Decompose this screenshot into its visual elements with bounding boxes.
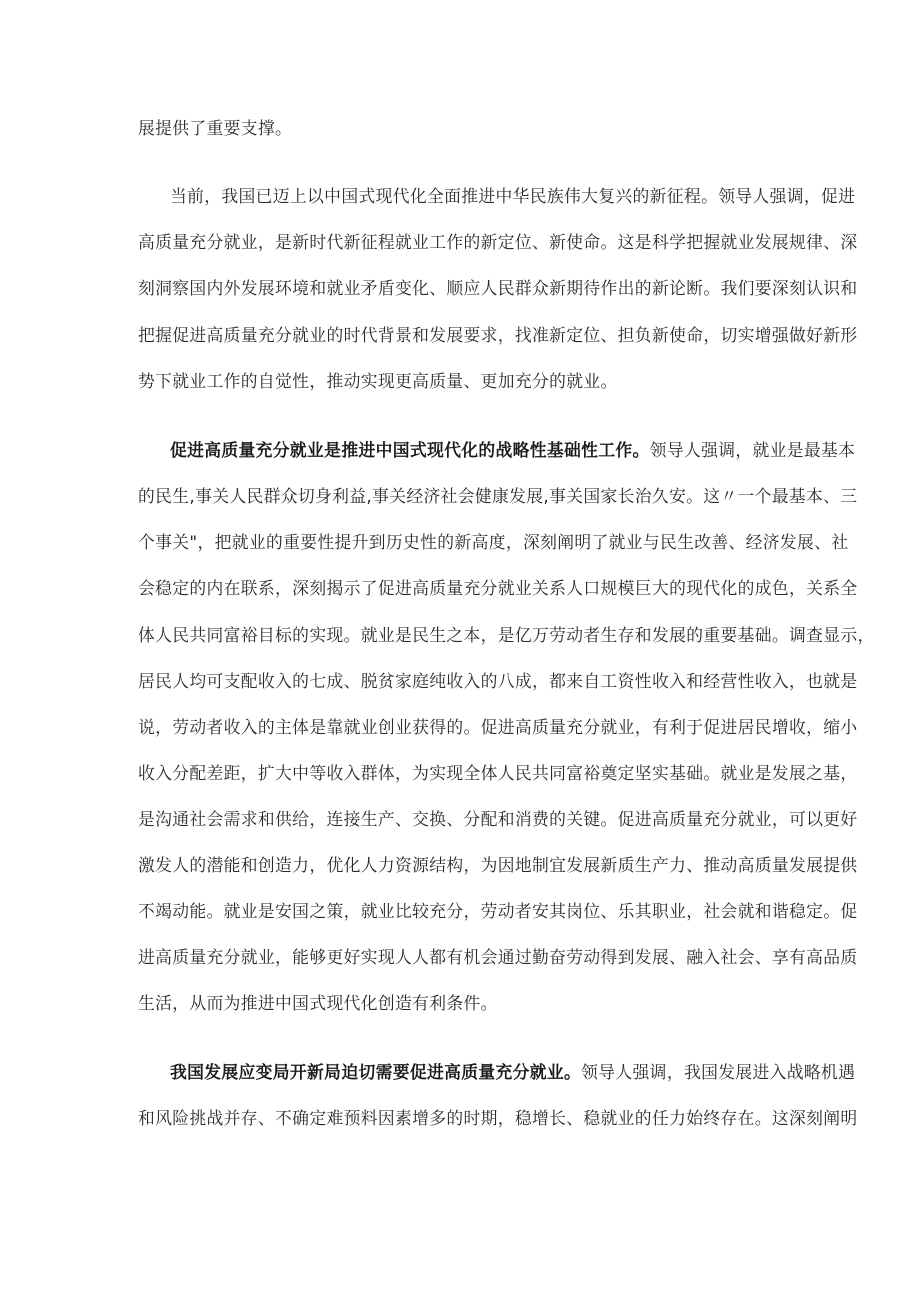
text-span: 领导人强调，就业是最基本 <box>649 440 856 460</box>
text-line: 个事关"，把就业的重要性提升到历史性的新高度，深刻阐明了就业与民生改善、经济发展、社 <box>138 532 849 552</box>
text-line: 把握促进高质量充分就业的时代背景和发展要求，找准新定位、担负新使命，切实增强做好新形 <box>138 325 858 345</box>
text-line: 高质量充分就业，是新时代新征程就业工作的新定位、新使命。这是科学把握就业发展规律、深 <box>138 232 858 252</box>
text-line: 的民生,事关人民群众切身利益,事关经济社会健康发展,事关国家长治久安。这〃一个最基本、三 <box>138 486 858 506</box>
text-line: 展提供了重要支撑。 <box>138 118 293 138</box>
paragraph-lead-sentence: 促进高质量充分就业是推进中国式现代化的战略性基础性工作。 <box>170 440 650 460</box>
text-line: 激发人的潜能和创造力，优化人力资源结构，为因地制宜发展新质生产力、推动高质量发展提供 <box>138 855 858 875</box>
text-line: 会稳定的内在联系，深刻揭示了促进高质量充分就业关系人口规模巨大的现代化的成色，关系全 <box>138 578 858 598</box>
text-line: 说，劳动者收入的主体是靠就业创业获得的。促进高质量充分就业，有利于促进居民增收，缩小 <box>138 717 858 737</box>
text-line: 刻洞察国内外发展环境和就业矛盾变化、顺应人民群众新期待作出的新论断。我们要深刻认识和 <box>138 278 858 298</box>
text-line: 是沟通社会需求和供给，连接生产、交换、分配和消费的关键。促进高质量充分就业，可以更好 <box>138 809 858 829</box>
text-line: 居民人均可支配收入的七成、脱贫家庭纯收入的八成，都来自工资性收入和经营性收入，也就是 <box>138 671 858 691</box>
text-line: 不竭动能。就业是安国之策，就业比较充分，劳动者安其岗位、乐其职业，社会就和谐稳定。促 <box>138 901 858 921</box>
text-line: 和风险挑战并存、不确定难预料因素增多的时期，稳增长、稳就业的任力始终存在。这深刻阐明 <box>138 1108 858 1128</box>
text-line: 当前，我国已迈上以中国式现代化全面推进中华民族伟大复兴的新征程。领导人强调，促进 <box>170 186 856 206</box>
text-line: 生活，从而为推进中国式现代化创造有利条件。 <box>138 993 498 1013</box>
text-line: 收入分配差距，扩大中等收入群体，为实现全体人民共同富裕奠定坚实基础。就业是发展之基， <box>138 763 858 783</box>
text-line <box>170 1059 856 1085</box>
text-line: 体人民共同富裕目标的实现。就业是民生之本，是亿万劳动者生存和发展的重要基础。调查显示， <box>138 625 875 645</box>
text-line: 势下就业工作的自觉性，推动实现更高质量、更加充分的就业。 <box>138 371 618 391</box>
text-line: 进高质量充分就业，能够更好实现人人都有机会通过勤奋劳动得到发展、融入社会、享有高品质 <box>138 947 858 967</box>
text-span: 领导人强调，我国发展进入战略机遇 <box>581 1062 856 1082</box>
paragraph-lead-sentence: 我国发展应变局开新局迫切需要促进高质量充分就业。 <box>170 1062 582 1082</box>
text-line <box>170 437 856 463</box>
